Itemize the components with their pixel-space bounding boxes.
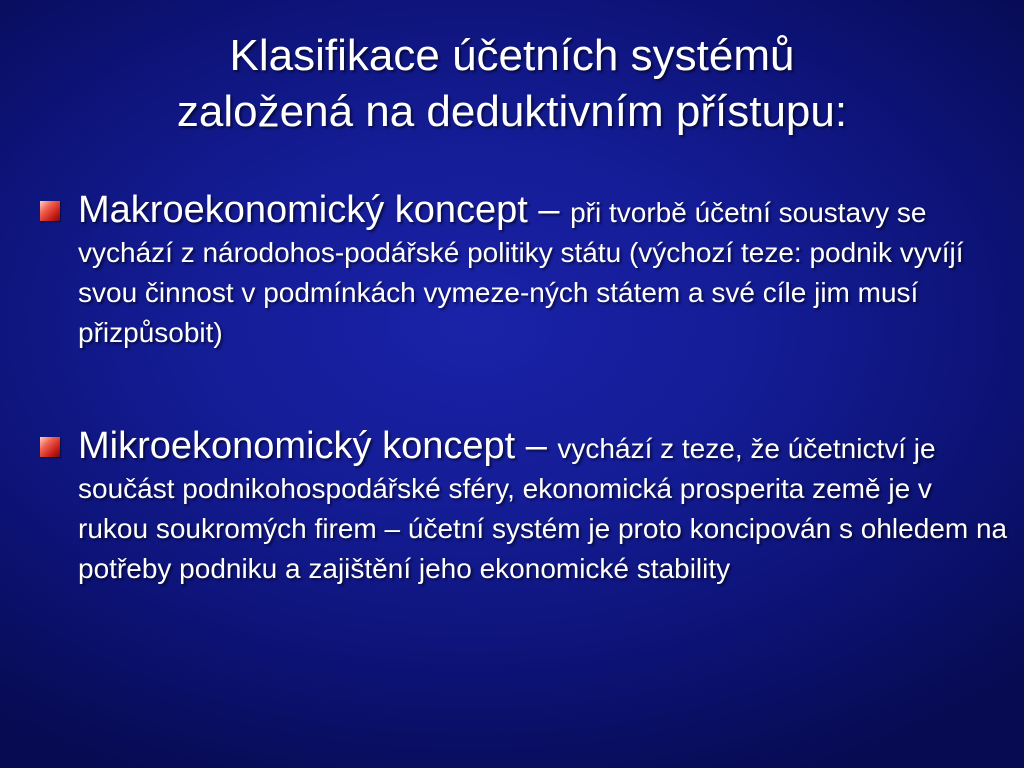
bullet-lead-text: Mikroekonomický koncept – — [78, 425, 558, 467]
square-bullet-icon — [40, 201, 60, 221]
bullet-body-text: vychází z teze, že účetnictví je součást podnikohospodářské sféry, ekonomická prosperita země je v rukou soukromých firem – účetní systém je proto koncipován s ohledem na potřeby podniku a zajištění jeho ekonomické stability — [78, 433, 1008, 584]
bullet-item-macroeconomic — [78, 190, 1008, 353]
slide-title — [40, 28, 984, 140]
slide-title-line-1: Klasifikace účetních systémů — [229, 31, 795, 80]
bullet-paragraph — [78, 426, 1008, 589]
bullet-item-microeconomic — [78, 426, 1008, 589]
slide-title-line-2: založená na deduktivním přístupu: — [176, 87, 848, 136]
bullet-lead-text: Makroekonomický koncept – — [78, 189, 571, 231]
square-bullet-icon — [40, 437, 60, 457]
bullet-body-text: při tvorbě účetní soustavy se vychází z národohos-podářské politiky státu (výchozí teze: podnik vyvíjí svou činnost v podmínkách vymeze-ných státem a své cíle jim musí přizpůsobit) — [78, 197, 964, 348]
bullet-paragraph — [78, 190, 1008, 353]
